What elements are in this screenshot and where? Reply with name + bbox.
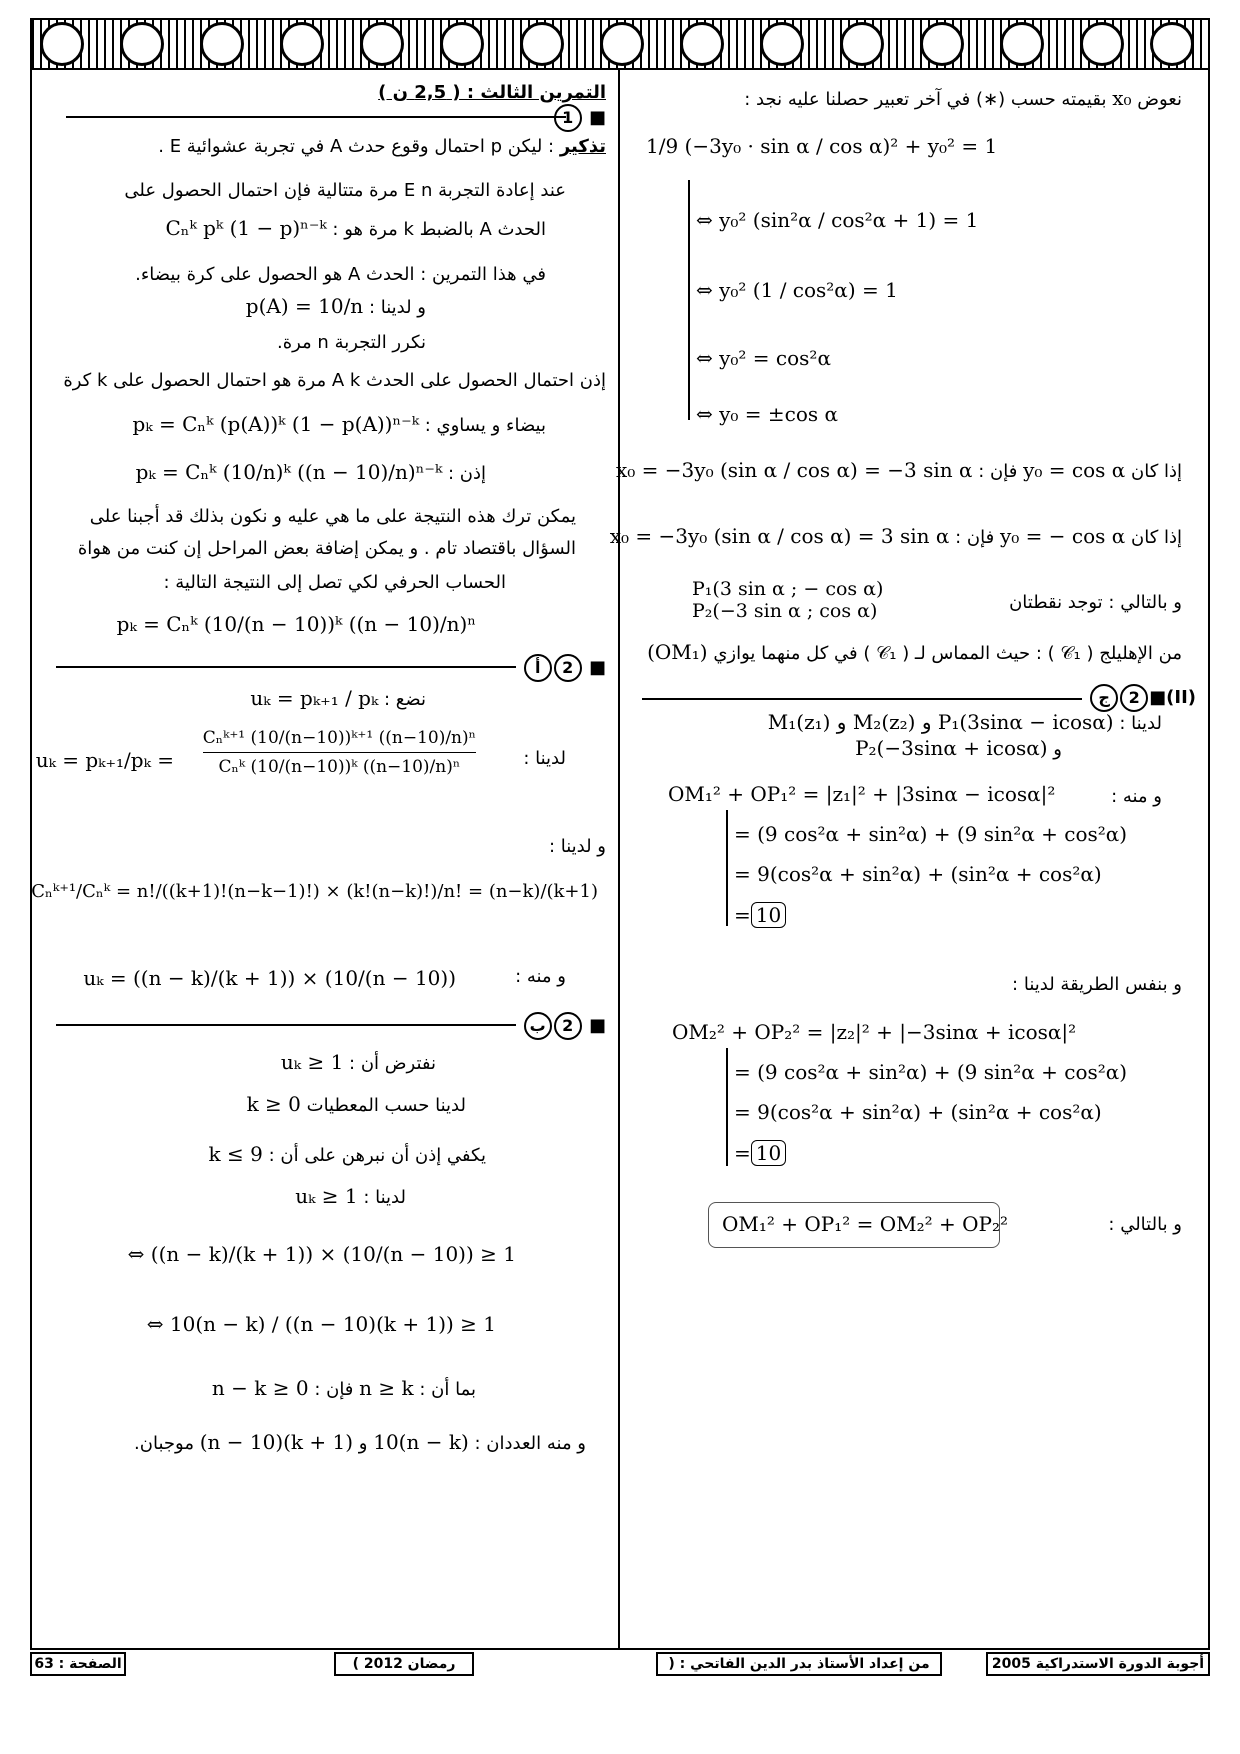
text-line: و بالتالي : توجد نقطتان [1009, 592, 1182, 613]
text-line: و بنفس الطريقة لدينا : [1012, 974, 1182, 995]
formula: = (9 cos²α + sin²α) + (9 sin²α + cos²α) [734, 1060, 1128, 1084]
formula-line [734, 1060, 1127, 1084]
formula-line [128, 1242, 516, 1266]
formula: 1/9 (−3y₀ · sin α / cos α)² + y₀² = 1 [646, 134, 998, 158]
text-line: عند إعادة التجربة E n مرة متتالية فإن احتمال الحصول على [124, 180, 566, 201]
section-rule [66, 116, 566, 118]
formula: = (9 cos²α + sin²α) + (9 sin²α + cos²α) [734, 822, 1128, 846]
text-line: لدينا حسب المعطيات k ≥ 0 [246, 1092, 466, 1116]
footer-date: رمضان 2012 ) [334, 1652, 474, 1676]
formula: ⇔ y₀² (sin²α / cos²α + 1) = 1 [696, 208, 979, 232]
ornament-circle-icon [1150, 22, 1194, 66]
formula-line: = 10 [734, 1140, 786, 1166]
formula: p(A) = 10/n [245, 294, 364, 318]
text-line: السؤال باقتصاد تام . و يمكن إضافة بعض المراحل إن كنت من هواة [77, 538, 576, 559]
equivalence-bar [688, 180, 690, 420]
ornament-circle-icon [1000, 22, 1044, 66]
text-line: يكفي إذن أن نبرهن على أن : k ≤ 9 [208, 1142, 486, 1166]
text-line: نعوض x₀ بقيمته حسب (∗) في آخر تعبير حصلنا عليه نجد : [744, 86, 1182, 110]
text-line: إذا كان y₀ = − cos α فإن : x₀ = −3y₀ (sin α / cos α) = 3 sin α [609, 524, 1182, 548]
page-number: الصفحة : 63 [30, 1652, 126, 1676]
reminder: تذكير : ليكن p احتمال وقوع حدث A في تجربة عشوائية E . [158, 136, 606, 157]
formula-line [672, 1020, 1076, 1044]
ornament-circle-icon [840, 22, 884, 66]
section-2b-marker: ب 2 ■ [523, 1012, 606, 1040]
formula-line [696, 278, 898, 302]
formula: OM₁² + OP₁² = OM₂² + OP₂² [722, 1212, 1009, 1236]
footer-title: أجوبة الدورة الاستدراكية 2005 [986, 1652, 1210, 1676]
exercise-title: التمرين الثالث : ( 2,5 ن ) [378, 82, 606, 103]
ornament-circle-icon [600, 22, 644, 66]
formula: pₖ = Cₙᵏ (10/(n − 10))ᵏ ((n − 10)/n)ⁿ [116, 612, 476, 636]
formula: = 9(cos²α + sin²α) + (sin²α + cos²α) [734, 862, 1102, 886]
ornament-circle-icon [760, 22, 804, 66]
formula: ⇔ 10(n − k) / ((n − 10)(k + 1)) ≥ 1 [146, 1312, 496, 1336]
formula: ⇔ y₀ = ±cos α [696, 402, 839, 426]
fraction-block [203, 728, 476, 777]
formula-line [734, 862, 1102, 886]
section-rule [56, 1024, 516, 1026]
text-line: لدينا : M₁(z₁) و M₂(z₂) و P₁(3sinα − icosα) [767, 710, 1162, 734]
formula-line [117, 612, 476, 636]
text-line: الحدث A بالضبط k مرة هو : Cₙᵏ pᵏ (1 − p)ⁿ⁻ᵏ [165, 216, 546, 240]
text-line: و لدينا : [548, 836, 606, 857]
text-line: بيضاء و يساوي : pₖ = Cₙᵏ (p(A))ᵏ (1 − p(A))ⁿ⁻ᵏ [132, 412, 546, 436]
ornament-circle-icon [40, 22, 84, 66]
formula: Cₙᵏ⁺¹/Cₙᵏ = n!/((k+1)!(n−k−1)!) × (k!(n−k)!)/n! = (n−k)/(k+1) [31, 881, 598, 902]
point-p1: P₁(3 sin α ; − cos α) [692, 578, 884, 600]
text-line: و P₂(−3sinα + icosα) [855, 736, 1062, 760]
formula-line [696, 402, 838, 426]
formula: OM₂² + OP₂² = |z₂|² + |−3sinα + icosα|² [672, 1020, 1077, 1044]
formula: ⇔ y₀² (1 / cos²α) = 1 [696, 278, 898, 302]
equality-bar [726, 810, 728, 926]
ornament-circle-icon [200, 22, 244, 66]
footer-author: من إعداد الأستاذ بدر الدين الفاتحي : ( [656, 1652, 942, 1676]
formula-line [696, 346, 831, 370]
formula-line [83, 966, 456, 990]
text-line: نكرر التجربة n مرة. [276, 332, 426, 353]
formula: ⇔ ((n − k)/(k + 1)) × (10/(n − 10)) ≥ 1 [127, 1242, 516, 1266]
formula: pₖ = Cₙᵏ (p(A))ᵏ (1 − p(A))ⁿ⁻ᵏ [132, 412, 419, 436]
text-line: نضع : uₖ = pₖ₊₁ / pₖ [250, 686, 426, 710]
fraction-denominator: Cₙᵏ (10/(n−10))ᵏ ((n−10)/n)ⁿ [218, 757, 461, 777]
ornament-circle-icon [1080, 22, 1124, 66]
ornament-circle-icon [920, 22, 964, 66]
formula: = 9(cos²α + sin²α) + (sin²α + cos²α) [734, 1100, 1102, 1124]
left-column [31, 80, 606, 1640]
ornament-circle-icon [120, 22, 164, 66]
footer-rule [30, 1648, 1210, 1650]
formula-line [668, 782, 1055, 806]
formula: ⇔ y₀² = cos²α [696, 346, 831, 370]
formula-line [147, 1312, 496, 1336]
ornament-circle-icon [440, 22, 484, 66]
text-line: يمكن ترك هذه النتيجة على ما هي عليه و نكون بذلك قد أجبنا على [89, 506, 576, 527]
point-system [692, 578, 883, 622]
column-divider [618, 70, 620, 1650]
text-line: بما أن : n ≥ k فإن : n − k ≥ 0 [211, 1376, 476, 1400]
text-line: لدينا : [523, 748, 566, 769]
ornament-circle-icon [520, 22, 564, 66]
text-line: و لدينا : p(A) = 10/n [245, 294, 426, 318]
text-line: و منه : [515, 966, 566, 987]
result-box: 10 [751, 902, 786, 928]
right-column [609, 80, 1202, 1640]
formula-line [36, 748, 174, 772]
section-rule [56, 666, 516, 668]
section-2a-marker: أ 2 ■ [523, 654, 606, 682]
section-ii-marker: ج 2 ■(II) [1089, 684, 1196, 712]
formula-line [734, 1100, 1102, 1124]
formula: Cₙᵏ pᵏ (1 − p)ⁿ⁻ᵏ [165, 216, 327, 240]
point-p2: P₂(−3 sin α ; cos α) [692, 600, 878, 622]
formula-line [31, 880, 598, 902]
ornament-circle-icon [280, 22, 324, 66]
formula-line [734, 822, 1127, 846]
section-1-marker: 1 ■ [553, 104, 606, 132]
ornament-circle-icon [680, 22, 724, 66]
final-result [722, 1212, 1008, 1236]
formula-line [696, 208, 978, 232]
formula: uₖ = ((n − k)/(k + 1)) × (10/(n − 10)) [83, 966, 456, 990]
section-rule [642, 698, 1082, 700]
text-line: إذن احتمال الحصول على الحدث A k مرة هو احتمال الحصول على k كرة [63, 370, 606, 391]
text-line: و بالتالي : [1108, 1214, 1182, 1235]
text-line: و منه : [1111, 786, 1162, 807]
ornament-circle-icon [360, 22, 404, 66]
text-line: من الإهليلج ( 𝒞₁ ) : حيث المماس لـ ( 𝒞₁ ) في كل منهما يوازي (OM₁) [647, 640, 1182, 664]
formula: pₖ = Cₙᵏ (10/n)ᵏ ((n − 10)/n)ⁿ⁻ᵏ [135, 460, 443, 484]
fraction-numerator: Cₙᵏ⁺¹ (10/(n−10))ᵏ⁺¹ ((n−10)/n)ⁿ [203, 728, 476, 753]
formula-line: = 10 [734, 902, 786, 928]
formula: uₖ = pₖ₊₁/pₖ = [35, 748, 174, 772]
text-line: نفترض أن : uₖ ≥ 1 [280, 1050, 436, 1074]
result-box: 10 [751, 1140, 786, 1166]
formula-line [646, 134, 997, 158]
formula: OM₁² + OP₁² = |z₁|² + |3sinα − icosα|² [668, 782, 1056, 806]
text-line: لدينا : uₖ ≥ 1 [295, 1184, 406, 1208]
text-line: الحساب الحرفي لكي تصل إلى النتيجة التالية : [163, 572, 506, 593]
formula: uₖ = pₖ₊₁ / pₖ [250, 686, 379, 710]
reminder-label: تذكير [559, 136, 606, 157]
text-line: في هذا التمرين : الحدث A هو الحصول على كرة بيضاء. [135, 264, 546, 285]
text-line: و منه العددان : 10(n − k) و (n − 10)(k + 1) موجبان. [134, 1430, 586, 1454]
text-line: إذن : pₖ = Cₙᵏ (10/n)ᵏ ((n − 10)/n)ⁿ⁻ᵏ [135, 460, 486, 484]
text-line: إذا كان y₀ = cos α فإن : x₀ = −3y₀ (sin α / cos α) = −3 sin α [616, 458, 1182, 482]
equality-bar [726, 1048, 728, 1166]
